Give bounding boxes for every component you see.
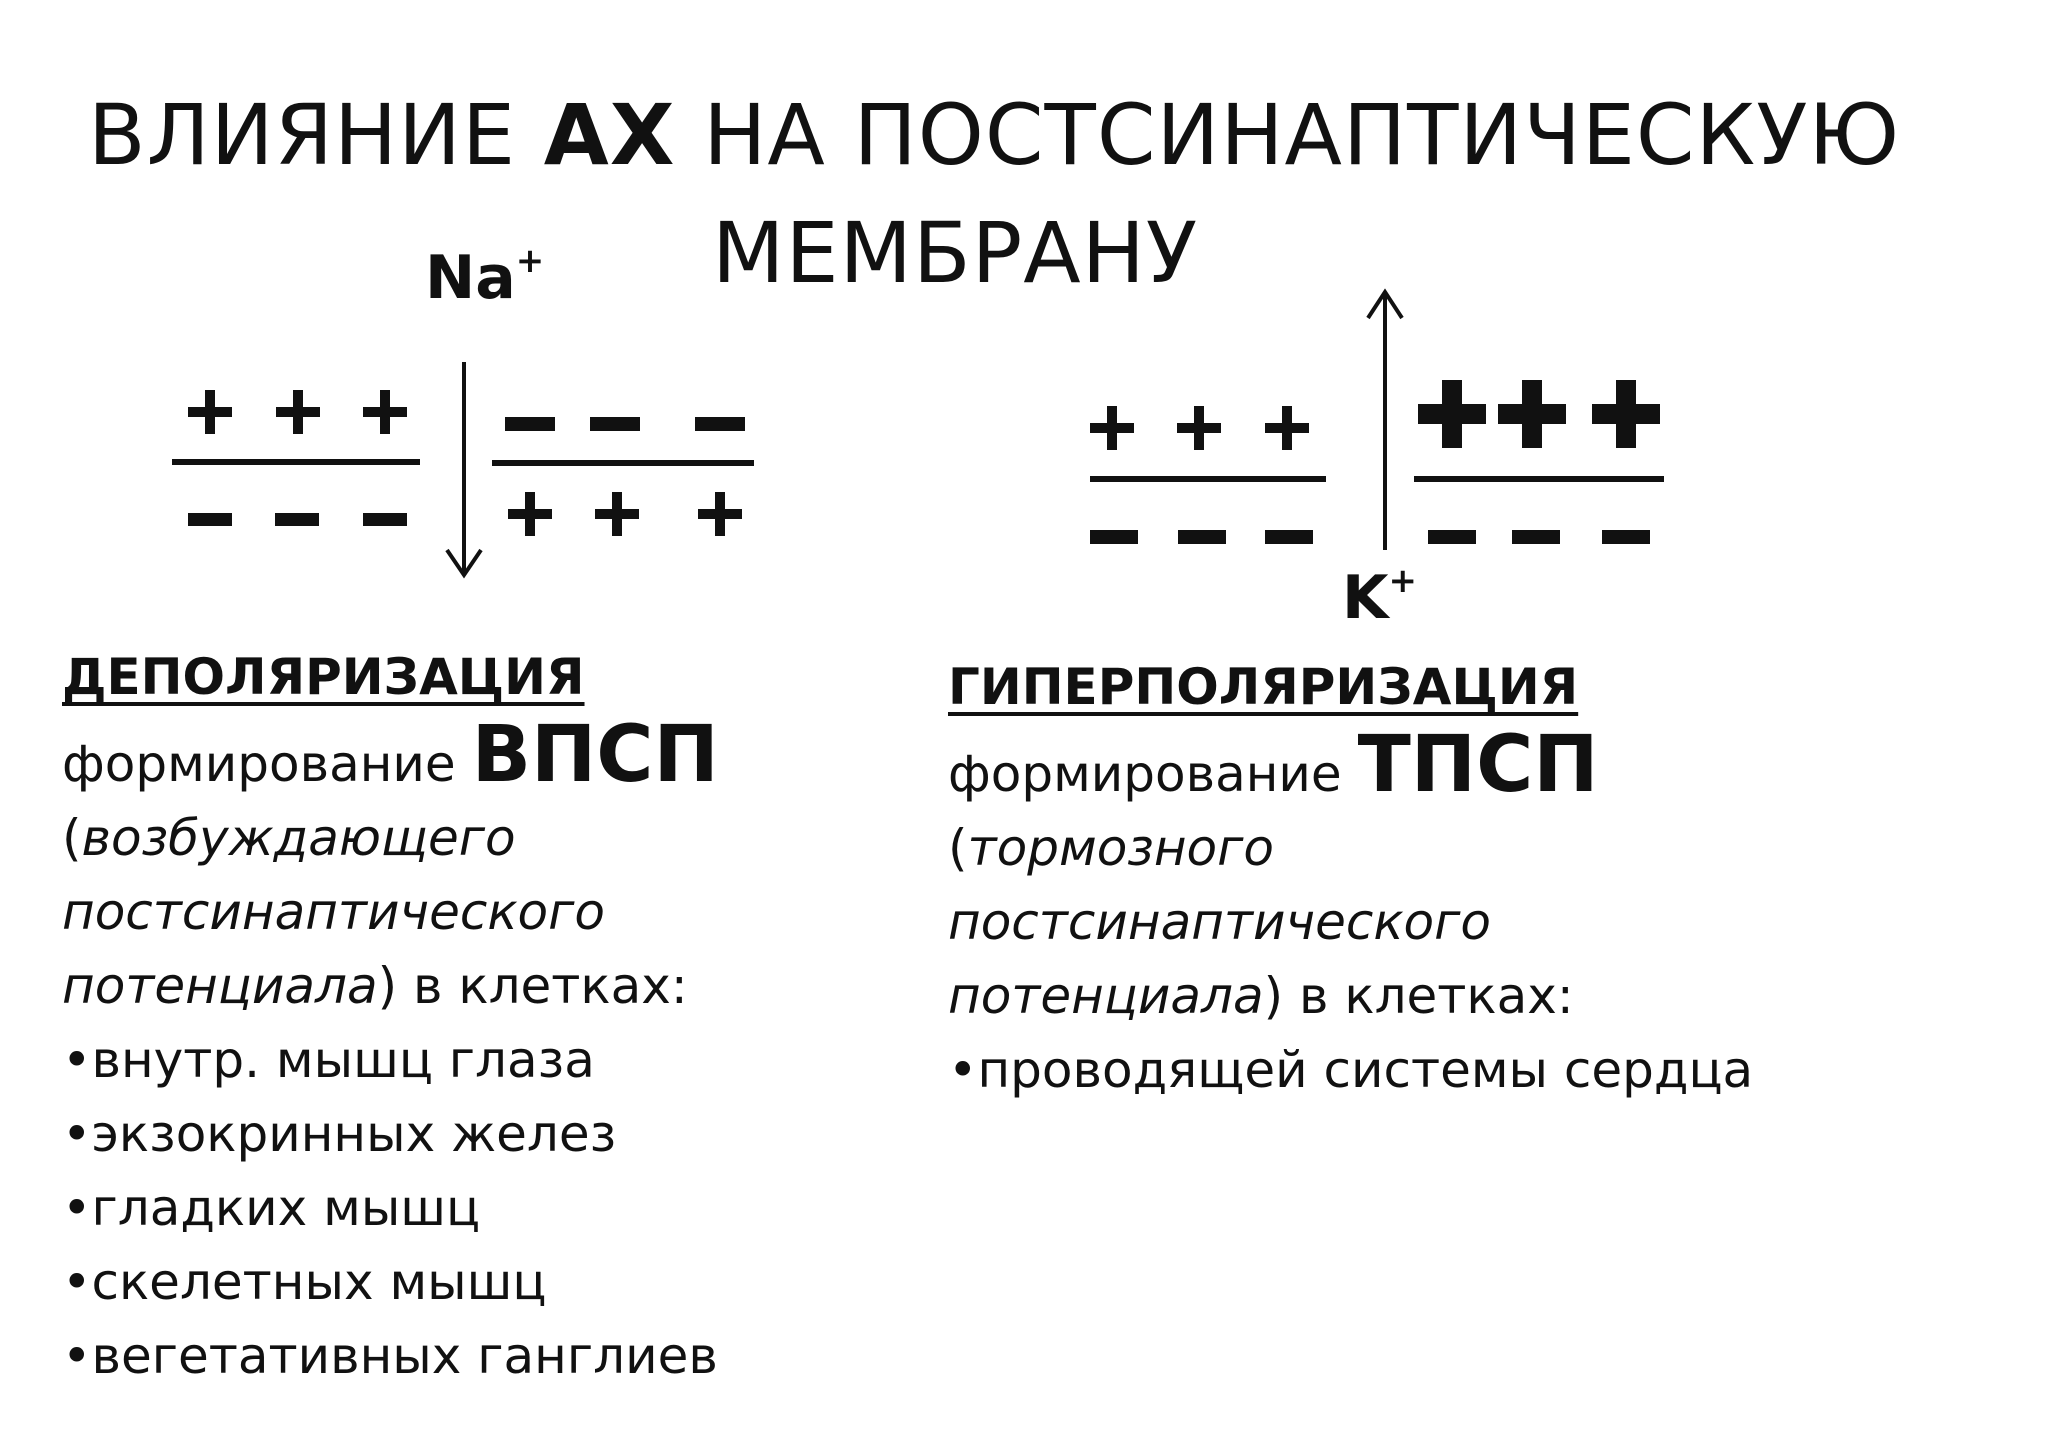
list-item: •скелетных мышц [62,1253,547,1311]
epsp-abbreviation: ВПСП [471,710,719,800]
list-item: •вегетативных ганглиев [62,1327,718,1385]
left-membrane-line-b [492,460,754,466]
ipsp-definition-word2: постсинаптического [948,893,1491,951]
list-item: •внутр. мышц глаза [62,1031,595,1089]
ipsp-definition-line1 [948,811,1753,885]
left-outside-plus-signs [188,390,407,434]
right-hyperpolarized-plus-signs [1418,380,1660,448]
title-bold-abbr: АХ [543,86,676,184]
hyperpolarization-heading: ГИПЕРПОЛЯРИЗАЦИЯ [948,658,1579,716]
epsp-formation-label: формирование [62,735,472,793]
ipsp-definition-word1: тормозного [967,819,1275,877]
hyperpolarization-column [948,650,1753,1107]
potassium-outflow-arrow-icon [1368,292,1402,550]
title-line-2: МЕМБРАНУ [712,204,1199,302]
ipsp-definition-line2 [948,885,1753,959]
sodium-ion-symbol: Na [425,243,516,313]
epsp-formation-line [62,710,719,801]
list-item: •экзокринных желез [62,1105,617,1163]
sodium-inflow-arrow-icon [447,362,481,575]
list-item: •гладких мышц [62,1179,481,1237]
left-membrane-diagram [172,362,754,575]
ipsp-formation-label: формирование [948,745,1358,803]
ipsp-abbreviation: ТПСП [1357,720,1599,810]
ipsp-definition-line3 [948,959,1753,1033]
epsp-definition-line2 [62,875,719,949]
list-item: •проводящей системы сердца [948,1041,1754,1099]
left-depolarized-minus-signs [505,417,745,431]
ipsp-cells-suffix: ) в клетках: [1263,967,1574,1025]
left-inside-minus-signs [188,513,407,526]
title-text-part2: НА ПОСТСИНАПТИЧЕСКУЮ [675,86,1901,184]
left-depolarized-plus-signs [508,492,742,536]
ipsp-definition-word3: потенциала [948,967,1264,1025]
ipsp-formation-line [948,720,1753,811]
potassium-ion-symbol: K [1342,563,1389,633]
epsp-definition-line3 [62,949,719,1023]
depolarization-heading: ДЕПОЛЯРИЗАЦИЯ [62,648,585,706]
epsp-cells-suffix: ) в клетках: [377,957,688,1015]
right-membrane-line-a [1090,476,1326,482]
right-outside-plus-signs [1090,406,1309,450]
left-membrane-line-a [172,459,420,465]
epsp-paren-open: ( [62,809,82,867]
title-text-part1: ВЛИЯНИЕ [88,86,544,184]
potassium-ion-charge: + [1388,561,1417,601]
epsp-definition-line1 [62,801,719,875]
epsp-definition-word1: возбуждающего [81,809,516,867]
sodium-ion-charge: + [515,241,545,281]
right-membrane-diagram [1090,292,1664,550]
right-hyperpolarized-minus-signs [1428,530,1650,544]
epsp-definition-word2: постсинаптического [62,883,605,941]
right-inside-minus-signs [1090,530,1313,544]
right-membrane-line-b [1414,476,1664,482]
depolarization-column [62,640,719,1393]
ipsp-paren-open: ( [948,819,968,877]
epsp-definition-word3: потенциала [62,957,378,1015]
